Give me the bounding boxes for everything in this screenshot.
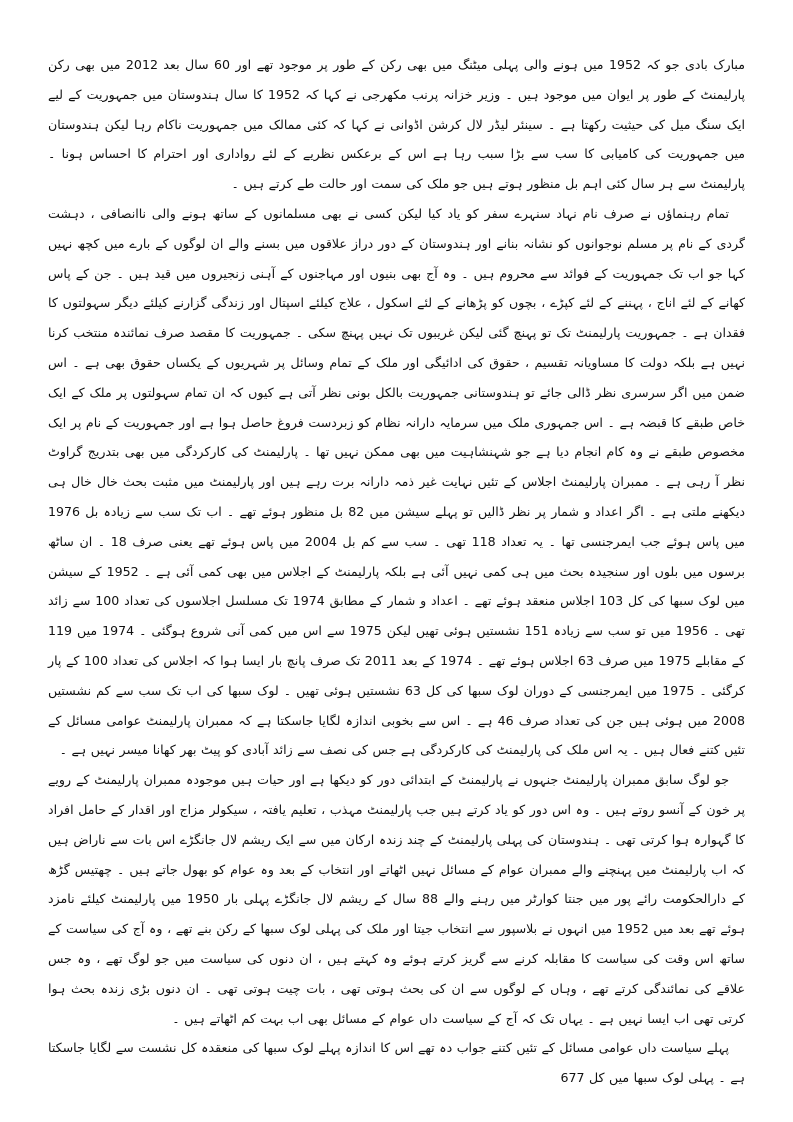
paragraph-4: پہلے سیاست داں عوامی مسائل کے تئیں کتنے جواب دہ تھے اس کا اندازہ پہلے لوک سبھا کی منعقدہ کل نشست سے لگایا جاسکتا ہے ۔ پہلی لوک سبھا میں کل 677: [48, 1040, 745, 1086]
article-body: [48, 50, 745, 1093]
paragraph-1: مبارک بادی جو کہ 1952 میں ہونے والی پہلی میٹنگ میں بھی رکن کے طور پر موجود تھے اور 60 سال بعد 2012 میں بھی رکن پارلیمنٹ کے طور پر ایوان میں موجود ہیں ۔ وزیر خزانہ پرنب مکھرجی نے کہا کہ 1952 کا سال ہندوستان میں جمہوریت کے لیے ایک سنگ میل کی حیثیت رکھتا ہے ۔ سینئر لیڈر لال کرشن اڈوانی نے کہا کہ کئی ممالک میں جمہوریت ناکام رہا لیکن ہندوستان میں جمہوریت کی کامیابی کا سب سے بڑا سبب رہا ہے اس کے برعکس نظریے کے لئے رواداری اور احترام کا احساس ہونا ۔ پارلیمنٹ سے ہر سال کئی اہم بل منظور ہوتے ہیں جو ملک کی سمت اور حالت طے کرتے ہیں ۔: [48, 57, 745, 192]
paragraph-2: تمام رہنماؤں نے صرف نام نہاد سنہرے سفر کو یاد کیا لیکن کسی نے بھی مسلمانوں کے ساتھ ہونے والی ناانصافی ، دہشت گردی کے نام پر مسلم نوجوانوں کو نشانہ بنانے اور ہندوستان کے دور دراز علاقوں میں بسنے والے ان لوگوں کے بارے میں کچھ نہیں کہا جو اب تک جمہوریت کے فوائد سے محروم ہیں ۔ وہ آج بھی بنیوں اور مہاجنوں کے آہنی زنجیروں میں قید ہیں ۔ جن کے پاس کھانے کے لئے اناج ، پہننے کے لئے کپڑے ، بچوں کو پڑھانے کے لئے اسکول ، علاج کیلئے اسپتال اور زندگی گزارنے کیلئے دیگر سہولتوں کا فقدان ہے ۔ جمہوریت پارلیمنٹ تک تو پہنچ گئی لیکن غریبوں تک نہیں پہنچ سکی ۔ جمہوریت کا مقصد صرف نمائندہ منتخب کرنا نہیں ہے بلکہ دولت کا مساویانہ تقسیم ، حقوق کی ادائیگی اور ملک کے تمام وسائل پر شہریوں کے یکساں حقوق بھی ہے ۔ اس ضمن میں اگر سرسری نظر ڈالی جائے تو ہندوستانی جمہوریت بالکل بونی نظر آتی ہے کیوں کہ ان تمام سہولتوں پر ملک کے ایک خاص طبقے کا قبضہ ہے ۔ اس جمہوری ملک میں سرمایہ دارانہ نظام کو زبردست فروغ حاصل ہوا ہے اور جمہوریت کے نام پر ایک مخصوص طبقے نے وہ کام انجام دیا ہے جو شہنشاہیت میں بھی ممکن نہیں تھا ۔ پارلیمنٹ کی کارکردگی میں بھی بتدریج گراوٹ نظر آ رہی ہے ۔ ممبران پارلیمنٹ اجلاس کے تئیں نہایت غیر ذمہ دارانہ برت رہے ہیں اور پارلیمنٹ میں مثبت بحث خال خال ہی دیکھنے ملتی ہے ۔ اگر اعداد و شمار پر نظر ڈالیں تو پہلے سیشن میں 82 بل منظور ہوئے تھے ۔ اب تک سب سے زیادہ بل 1976 میں پاس ہوئے جب ایمرجنسی تھا ۔ یہ تعداد 118 تھی ۔ سب سے کم بل 2004 میں پاس ہوئے تھے یعنی صرف 18 ۔ ان ساٹھ برسوں میں بلوں اور سنجیدہ بحث میں ہی کمی نہیں آئی ہے بلکہ پارلیمنٹ کے اجلاس میں بھی کمی آئی ہے ۔ 1952 کے سیشن میں لوک سبھا کی کل 103 اجلاس منعقد ہوئے تھے ۔ اعداد و شمار کے مطابق 1974 تک مسلسل اجلاسوں کی تعداد 100 سے زائد تھی ۔ 1956 میں تو سب سے زیادہ 151 نشستیں ہوئی تھیں لیکن 1975 سے اس میں کمی آنی شروع ہوگئی ۔ 1974 میں 119 کے مقابلے 1975 میں صرف 63 اجلاس ہوئے تھے ۔ 1974 کے بعد 2011 تک صرف پانچ بار ایسا ہوا کہ اجلاس کی تعداد 100 کے پار کرگئی ۔ 1975 میں ایمرجنسی کے دوران لوک سبھا کی کل 63 نشستیں ہوئی تھیں ۔ لوک سبھا کی اب تک سب سے کم نشستیں 2008 میں ہوئی ہیں جن کی تعداد صرف 46 ہے ۔ اس سے بخوبی اندازہ لگایا جاسکتا ہے کہ ممبران پارلیمنٹ عوامی مسائل کے تئیں کتنے فعال ہیں ۔ یہ اس ملک کی پارلیمنٹ کی کارکردگی ہے جس کی نصف سے زائد آبادی کو پیٹ بھر کھانا میسر نہیں ہے ۔: [48, 205, 746, 758]
paragraph-3: جو لوگ سابق ممبران پارلیمنٹ جنہوں نے پارلیمنٹ کے ابتدائی دور کو دیکھا ہے اور حیات ہیں موجودہ ممبران پارلیمنٹ کے رویے پر خون کے آنسو روتے ہیں ۔ وہ اس دور کو یاد کرتے ہیں جب پارلیمنٹ مہذب ، تعلیم یافتہ ، سیکولر مزاج اور اقدار کے حامل افراد کا گہوارہ ہوا کرتی تھی ۔ ہندوستان کی پہلی پارلیمنٹ کے چند زندہ ارکان میں سے ایک ریشم لال جانگڑے اس بات سے ناراض ہیں کہ اب پارلیمنٹ میں پہنچنے والے ممبران عوام کے مسائل نہیں اٹھاتے اور انتخاب کے بعد وہ عوام کو بھول جاتے ہیں ۔ چھتیس گڑھ کے دارالحکومت رائے پور میں جنتا کوارٹر میں رہنے والے 88 سال کے ریشم لال جانگڑے پہلی بار 1950 میں پارلیمنٹ کیلئے نامزد ہوئے تھے بعد میں 1952 میں انہوں نے بلاسپور سے انتخاب جیتا اور ملک کی پہلی لوک سبھا کے رکن بنے تھے ، وہ آج کی سیاست کے ساتھ اس وقت کی سیاست کا مقابلہ کرنے سے گریز کرتے ہوئے وہ کہتے ہیں ، ان دنوں کی سیاست میں جو لوگ تھے ، وہ جس علاقے کی نمائندگی کرتے تھے ، وہاں کے لوگوں سے ان کی بحث ہوتی تھی ، بات چیت ہوتی تھی ۔ ان دنوں بڑی زندہ بحث ہوا کرتی تھی اب ایسا نہیں ہے ۔ یہاں تک کہ آج کے سیاست داں عوام کے مسائل بھی اب بہت کم اٹھاتے ہیں ۔: [48, 772, 745, 1026]
